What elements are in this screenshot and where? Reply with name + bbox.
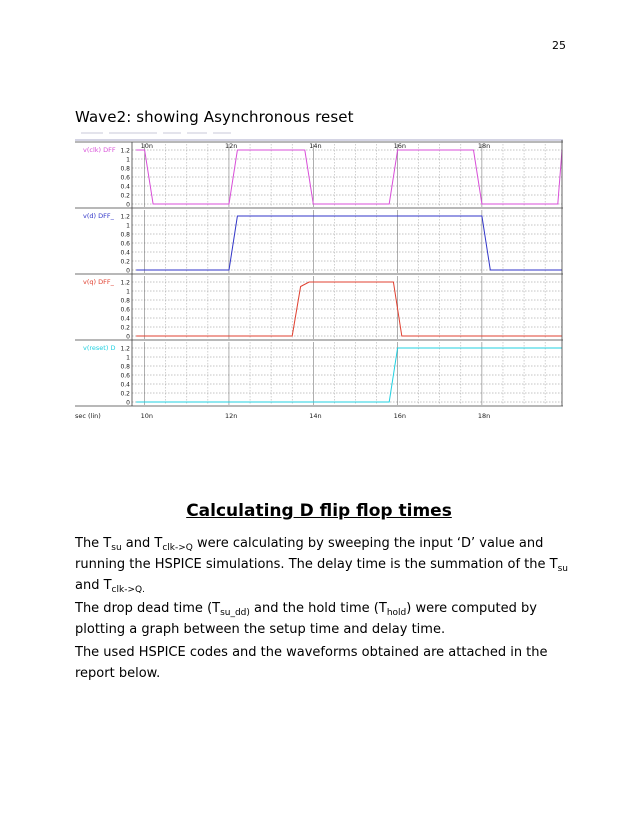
p1-sub-su: su [111,543,122,553]
p1-sub-clkq: clk->Q [162,543,193,553]
y-tick-label: 1.2 [120,345,130,353]
y-tick-label: 1 [126,354,130,362]
paragraph-2 [75,598,575,640]
y-tick-label: 0.2 [120,258,130,266]
p1-text-c: were calculating by sweeping the input ‘D’ value and running the HSPICE simulations. The delay time is the summation of the T [75,536,558,572]
x-axis-label: sec (lin) [75,412,101,420]
p1-text-a: The T [75,536,112,551]
time-tick-label-top: 10n [140,142,154,150]
panel-label: v(reset) D [83,344,116,352]
section-heading: Calculating D flip flop times [186,501,452,521]
time-tick-label-top: 18n [477,142,491,150]
y-tick-label: 0.6 [120,372,130,380]
y-tick-label: 0.6 [120,240,130,248]
time-tick-label-bottom: 16n [393,412,406,420]
y-tick-label: 0.4 [120,249,130,257]
y-tick-label: 1 [126,156,130,164]
p1-sub-su-2: su [557,564,568,574]
time-tick-label-top: 12n [224,142,238,150]
y-tick-label: 0 [126,333,130,341]
y-tick-label: 0.8 [120,231,130,239]
y-tick-label: 0.4 [120,381,130,389]
y-tick-label: 1.2 [120,213,130,221]
y-tick-label: 1 [126,222,130,230]
panel-label: v(d) DFF_ [83,212,114,220]
time-tick-label-top: 16n [393,142,406,150]
y-tick-label: 0.2 [120,192,130,200]
paragraph-1 [75,533,575,596]
y-tick-label: 0.6 [120,174,130,182]
figure-title: Wave2: showing Asynchronous reset [75,108,354,126]
y-tick-label: 0.4 [120,183,130,191]
y-tick-label: 0 [126,267,130,275]
page-number: 25 [552,39,566,52]
y-tick-label: 0 [126,201,130,209]
paragraph-3: The used HSPICE codes and the waveforms obtained are attached in the report below. [75,645,548,681]
p1-text-b: and T [121,536,163,551]
y-tick-label: 1.2 [120,147,130,155]
p1-sub-clkq-2: clk->Q. [111,585,145,595]
time-tick-label-bottom: 14n [309,412,322,420]
y-tick-label: 1.2 [120,279,130,287]
y-tick-label: 0.2 [120,390,130,398]
waveform-plot [75,130,563,426]
p2-text-c: ) were computed by plotting a graph between the setup time and delay time. [75,601,537,637]
time-tick-label-bottom: 10n [140,412,154,420]
p1-text-d: and T [75,578,112,593]
p2-text-a: The drop dead time (T [75,601,221,616]
y-tick-label: 1 [126,288,130,296]
panel-label: v(clk) DFF [83,146,116,154]
y-tick-label: 0 [126,399,130,407]
p2-text-b: and the hold time (T [249,601,387,616]
panel-label: v(q) DFF_ [83,278,114,286]
time-tick-label-bottom: 18n [477,412,491,420]
y-tick-label: 0.8 [120,297,130,305]
time-tick-label-top: 14n [309,142,322,150]
p2-sub-sudd: su_dd) [220,608,250,618]
p2-sub-hold: hold [386,608,407,618]
y-tick-label: 0.6 [120,306,130,314]
y-tick-label: 0.8 [120,165,130,173]
time-tick-label-bottom: 12n [224,412,238,420]
y-tick-label: 0.2 [120,324,130,332]
y-tick-label: 0.4 [120,315,130,323]
y-tick-label: 0.8 [120,363,130,371]
